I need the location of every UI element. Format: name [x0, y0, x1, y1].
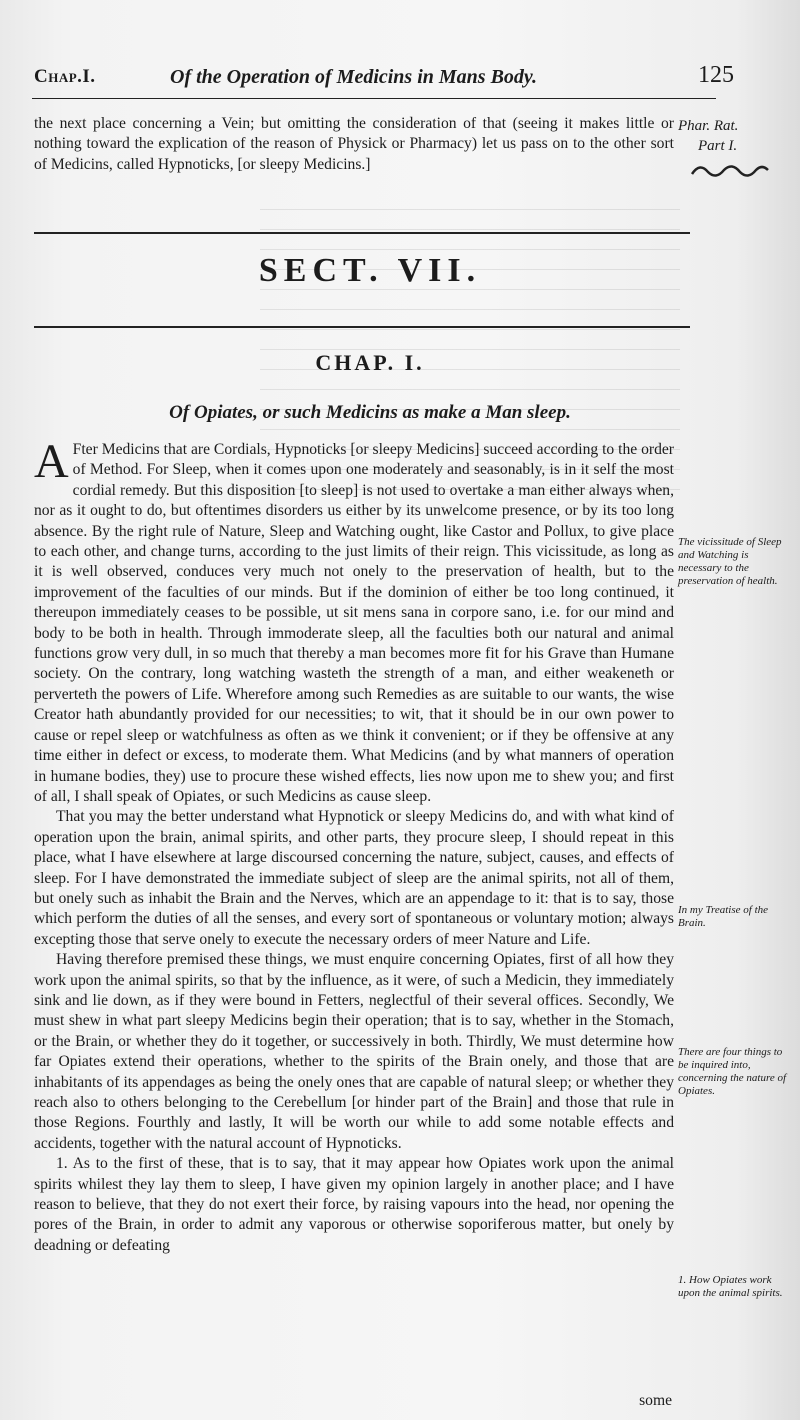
section-title: SECT. VII. [258, 252, 482, 289]
section-rule-bottom [34, 326, 690, 328]
catchword: some [639, 1392, 672, 1409]
flourish-ornament-icon [690, 160, 770, 180]
paragraph-1: Fter Medicins that are Cordials, Hypnoticks [or sleepy Medicins] succeed according to the order of Method. For Sleep, when it comes upon one moderately and seasonably, is in it self the most cordial remedy. But this disposition [to sleep] is not used to overtake a man either always when, nor as it ought to do, but oftentimes disorders us either by its unwelcome presence, or by its too long absence. By the right rule of Nature, Sleep and Watching ought, like Castor and Pollux, to give place to each other, and change turns, according to the just limits of their reign. This vicissitude, as long as it is well observed, conduces very much not onely to the preservation of health, but to the improvement of the faculties of our minds. But if the dominion of either be too long continued, it thereupon immediately ceases to be possible, ut sit mens sana in corpore sano, i.e. for our mind and body to be both in health. Through immoderate sleep, all the faculties both our natural and animal functions grow very dull, in so much that thereby a man becomes more fit for his Grave than Humane society. On the contrary, long watching wasteth the strength of a man, and either weakeneth or perverteth the powers of Life. Wherefore among such Remedies as are suitable to our wants, the wise Creator hath abundantly provided for our necessities; to wit, that it should be in our own power to cause or repel sleep or watchfulness as often as we think it convenient; or if they be offensive at any time either in defect or excess, to moderate them. What Medicins (and by what manners of operation in humane bodies, they) use to procure these wished effects, lies now upon me to shew you; and first of all, I shall speak of Opiates, or such Medicins as cause sleep. [34, 441, 674, 805]
running-head-title: Of the Operation of Medicins in Mans Body. [170, 66, 538, 88]
margin-note-opiates-work: 1. How Opiates work upon the animal spirits. [678, 1274, 783, 1299]
main-text [34, 435, 674, 1256]
running-head-chapter: Chap.I. [34, 66, 96, 87]
paragraph-4: 1. As to the first of these, that is to say, that it may appear how Opiates work upon the animal spirits whilest they lay them to sleep, I have given my opinion largely in another place; and I have reason to believe, that they do not exert their force, by raising vapours into the head, nor opening the pores of the Brain, in order to admit any vaporous or otherwise soporiferous matter, but onely by deadning or defeating [34, 1155, 674, 1254]
margin-note-treatise: In my Treatise of the Brain. [678, 904, 769, 929]
margin-note-four-things: There are four things to be inquired into, concerning the nature of Opiates. [678, 1046, 787, 1097]
paragraph-3: Having therefore premised these things, we must enquire concerning Opiates, first of all how they work upon the animal spirits, so that by the influence, as it were, of such a Medicin, they immediately sink and lie down, as if they were bound in Fetters, neglectful of their several offices. Secondly, We must shew in what part sleepy Medicins begin their operation; that is to say, whether in the Stomach, or the Brain, or whether they do it together, or successively in both. Thirdly, We must determine how far Opiates extend their operations, whether to the spirits of the Brain onely, and those that are inhabitants of its appendages as being the onely ones that are capable of natural sleep; or whether they reach also to others belonging to the Cerebellum [or hinder part of the Brain] and those that rule in those Regions. Fourthly and lastly, It will be worth our while to add some notable effects and accidents, together with the natural account of Hypnoticks. [34, 951, 674, 1152]
paragraph-2: That you may the better understand what Hypnotick or sleepy Medicins do, and with what kind of operation upon the brain, animal spirits, and other parts, they procure sleep, I should repeat in this place, what I have elsewhere at large discoursed concerning the nature, subject, causes, and effects of sleep. For I have demonstrated the immediate subject of sleep are the animal spirits, not all of them, but onely such as inhabit the Brain and the Nerves, which are an appendage to it: that is to say, those which perform the duties of all the senses, and every sort of spontaneous or voluntary motion; always excepting those that serve onely to execute the necessary orders of meer Nature and Life. [34, 808, 674, 948]
chapter-subtitle: Of Opiates, or such Medicins as make a Man sleep. [169, 402, 571, 423]
drop-capital: A [34, 435, 69, 488]
margin-note-vicissitude: The vicissitude of Sleep and Watching is necessary to the preservation of health. [678, 536, 782, 587]
chapter-title: CHAP. I. [315, 350, 425, 375]
margin-top-ref [678, 116, 788, 156]
margin-top-ref-line1: Phar. Rat. [678, 118, 739, 134]
running-head [34, 62, 734, 92]
section-rule-top [34, 232, 690, 234]
page-number: 125 [698, 62, 734, 88]
header-rule [32, 98, 716, 99]
margin-top-ref-line2: Part I. [698, 138, 738, 154]
top-paragraph: the next place concerning a Vein; but omitting the consideration of that (seeing it makes little or nothing toward the explication of the reason of Physick or Pharmacy) let us pass on to the other sort of Medicins, called Hypnoticks, [or sleepy Medicins.] [34, 115, 674, 173]
